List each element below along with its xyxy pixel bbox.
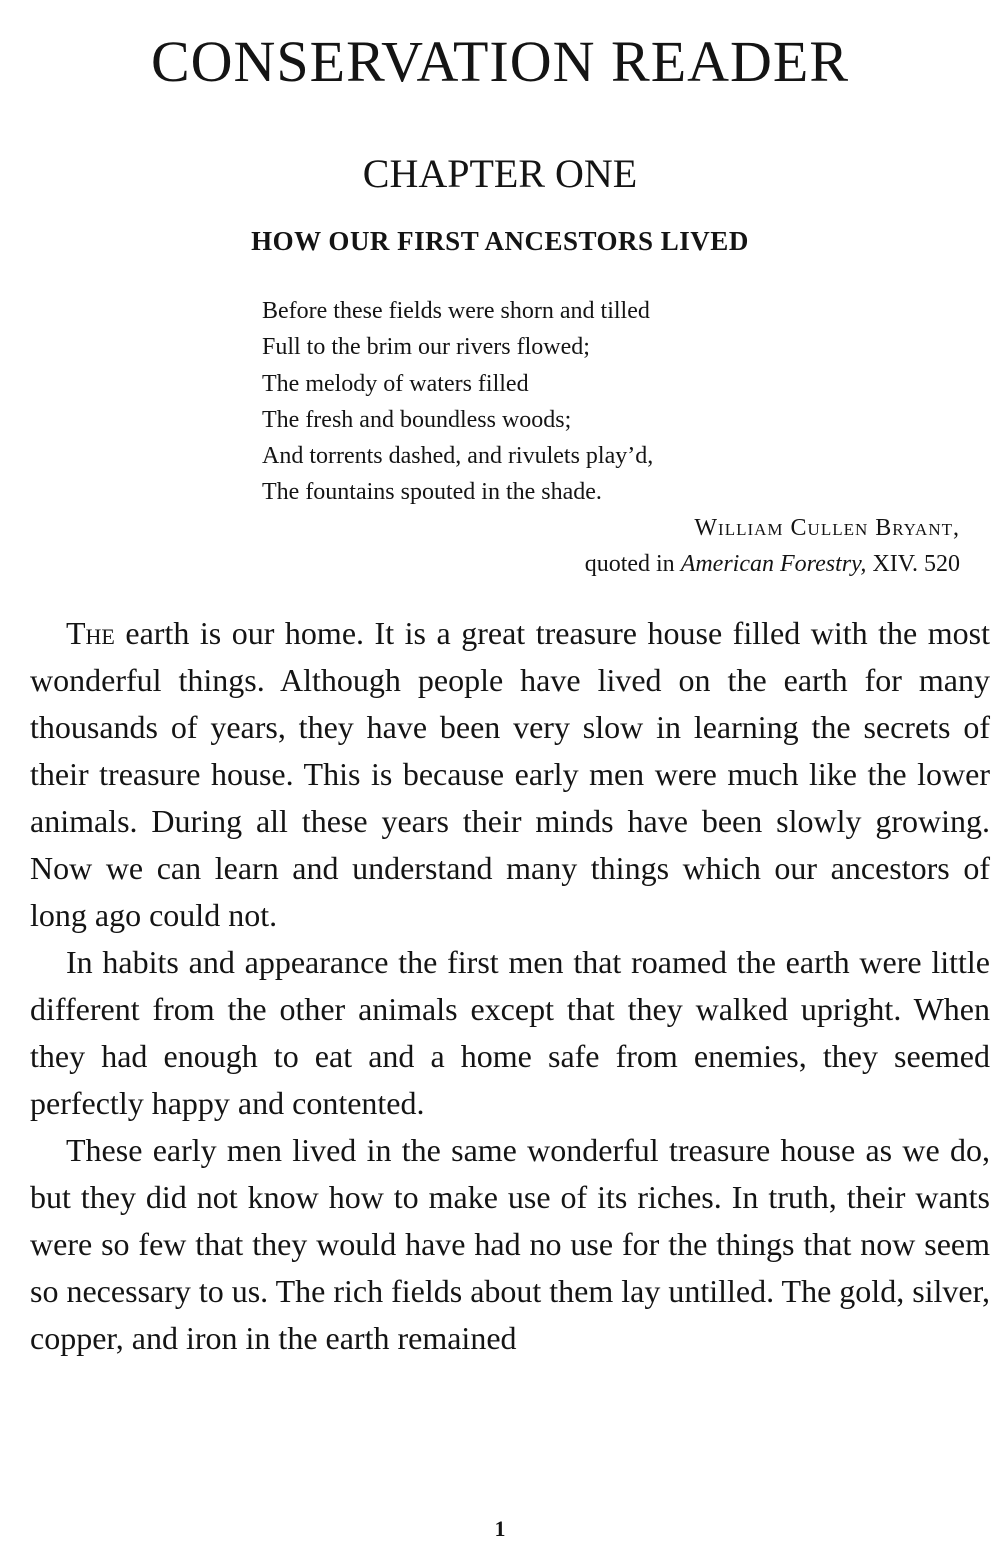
paragraph-text: earth is our home. It is a great treasure house filled with the most wonderful things. Although people have lived on the earth for many thousands of years, they have been very slow in learning the secrets of their treasure house. This is because early men were much like the lower animals. During all these years their minds have been slowly growing. Now we can learn and understand many things which our ancestors of long ago could not. [30, 615, 990, 933]
chapter-subtitle: HOW OUR FIRST ANCESTORS LIVED [251, 226, 749, 256]
epigraph-author: William Cullen Bryant, [694, 515, 960, 541]
poem-line: The fresh and boundless woods; [262, 406, 572, 433]
paragraph-text: These early men lived in the same wonderful treasure house as we do, but they did not know how to make use of its riches. In truth, their wants were so few that they would have had no use for the things that now seem so necessary to us. The rich fields about them lay untilled. The gold, silver, copper, and iron in the earth remained [30, 1132, 990, 1356]
poem-line: And torrents dashed, and rivulets play’d, [262, 443, 654, 470]
source-ref: XIV. 520 [866, 551, 960, 577]
chapter-title: CHAPTER ONE [362, 151, 638, 196]
epigraph-attribution [585, 510, 960, 582]
poem-line: Full to the brim our rivers flowed; [262, 334, 590, 361]
source-title: American Forestry, [680, 551, 867, 577]
page-number: 1 [494, 1516, 506, 1541]
poem-line: The melody of waters filled [262, 370, 529, 397]
epigraph-source [585, 546, 960, 582]
chapter-body [30, 610, 990, 1362]
paragraph [30, 610, 990, 939]
book-title: CONSERVATION READER [150, 29, 850, 94]
paragraph [30, 1127, 990, 1362]
poem-line: The fountains spouted in the shade. [262, 479, 602, 506]
paragraph [30, 939, 990, 1127]
poem-line: Before these fields were shorn and tilled [262, 298, 650, 324]
source-prefix: quoted in [584, 551, 681, 577]
paragraph-text: In habits and appearance the first men that roamed the earth were little different from the other animals except that they walked upright. When they had enough to eat and a home safe from enemies, they seemed perfectly happy and contented. [30, 944, 990, 1121]
epigraph-poem [262, 293, 982, 511]
lead-word: The [66, 615, 115, 651]
